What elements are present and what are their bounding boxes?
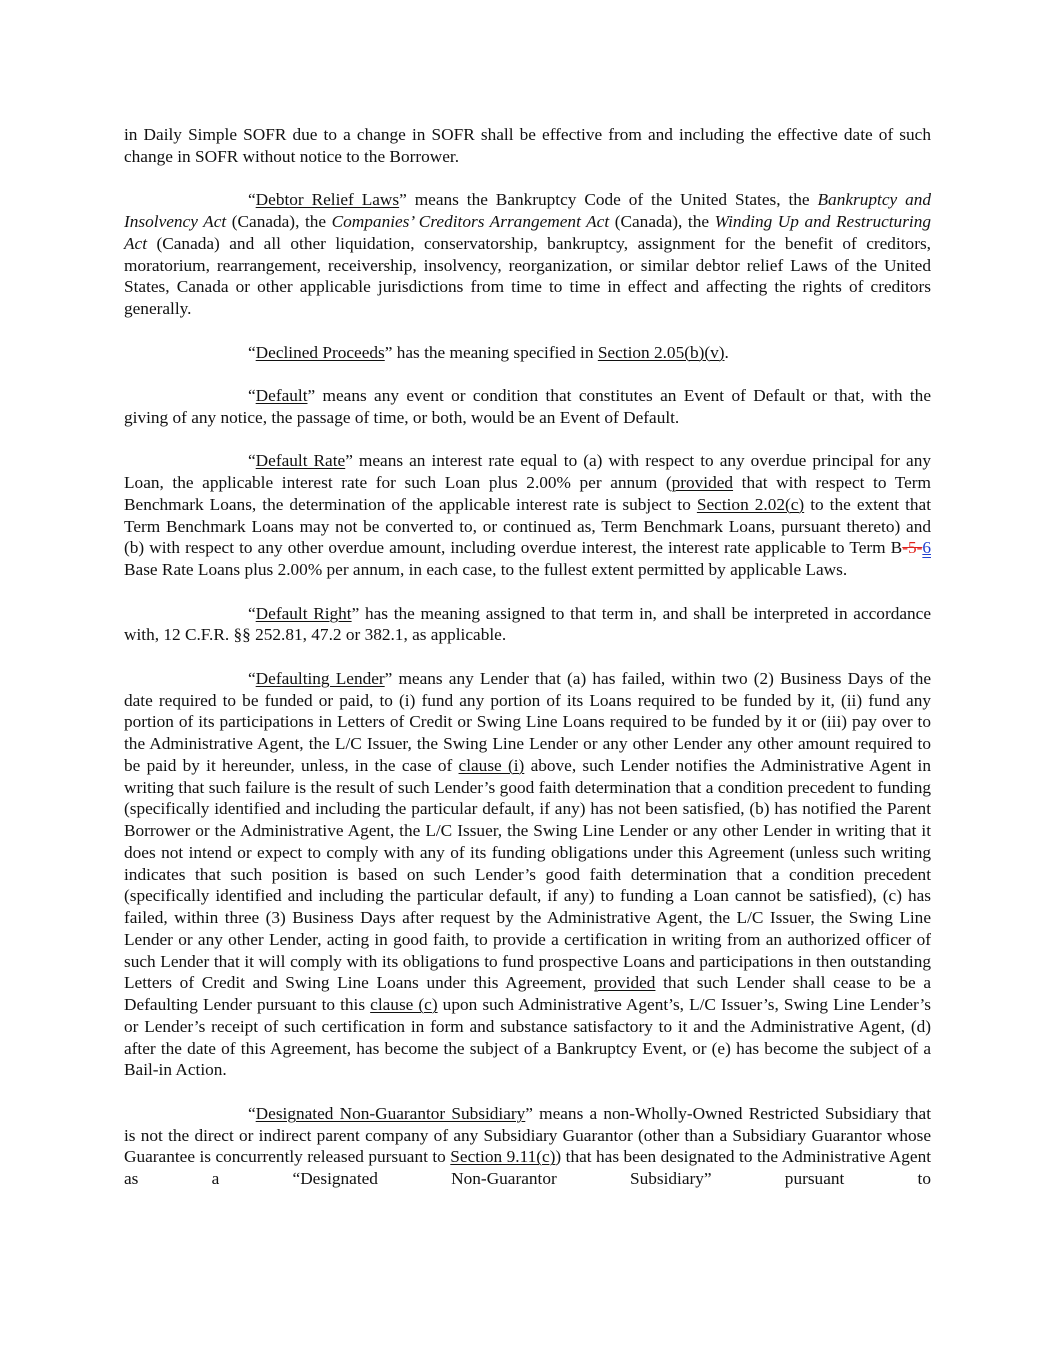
definition-designated-non-guarantor-subsidiary: “Designated Non-Guarantor Subsidiary” means a non-Wholly-Owned Restricted Subsidiary that is not the direct or indirect parent company of any Subsidiary Guarantor (other than a Subsidiary Guarantor whose Guarantee is concurrently released pursuant to Section 9.11(c)) that has been designated to the Administrative Agent as a “Designated Non-Guarantor Subsidiary” pursuant to: [124, 1103, 932, 1188]
definition-declined-proceeds: “Declined Proceeds” has the meaning specified in Section 2.05(b)(v).: [248, 342, 729, 362]
deleted-text: -5-: [902, 538, 923, 558]
paragraph-continuation: in Daily Simple SOFR due to a change in SOFR shall be effective from and including the effective date of such change in SOFR without notice to the Borrower.: [124, 125, 931, 166]
defined-term: Default Right: [255, 603, 352, 623]
defined-term: Declined Proceeds: [255, 342, 385, 362]
definition-default-right: “Default Right” has the meaning assigned to that term in, and shall be interpreted in accordance with, 12 C.F.R. §§ 252.81, 47.2 or 382.1, as applicable.: [124, 603, 931, 645]
defined-term: Default Rate: [255, 451, 346, 471]
defined-term: Designated Non-Guarantor Subsidiary: [255, 1103, 526, 1123]
provided-term: provided: [594, 973, 656, 993]
inserted-text: 6: [922, 538, 931, 558]
clause-reference: clause (c): [370, 995, 438, 1014]
section-reference: Section 9.11(c): [450, 1147, 556, 1167]
provided-term: provided: [671, 473, 734, 492]
definition-default-rate: “Default Rate” means an interest rate equal to (a) with respect to any overdue principal for any Loan, the applicable interest rate for such Loan plus 2.00% per annum (provided that with respect to Term Benchmark Loans, the determination of the applicable interest rate is subject to Section 2.02(c) to the extent that Term Benchmark Loans may not be converted to, or continued as, Term Benchmark Loans, pursuant thereto) and (b) with respect to any other overdue amount, including overdue interest, the interest rate applicable to Term B-5-6 Base Rate Loans plus 2.00% per annum, in each case, to the fullest extent permitted by applicable Laws.: [124, 451, 931, 579]
section-reference: Section 2.02(c): [696, 494, 805, 514]
act-title: Winding Up and Restructuring Act: [124, 212, 932, 253]
definition-debtor-relief-laws: “Debtor Relief Laws” means the Bankruptcy Code of the United States, the Bankruptcy and Insolvency Act (Canada), the Companies’ Creditors Arrangement Act (Canada), the Winding Up and Restructuring Act (Canada) and all other liquidation, conservatorship, bankruptcy, assignment for the benefit of creditors, moratorium, rearrangement, receivership, insolvency, reorganization, or similar debtor relief Laws of the United States, Canada or other applicable jurisdictions from time to time in effect and affecting the rights of creditors generally.: [124, 190, 932, 318]
defined-term: Defaulting Lender: [255, 668, 385, 688]
section-reference: Section 2.05(b)(v): [597, 342, 725, 362]
act-title: Companies’ Creditors Arrangement Act: [331, 212, 610, 231]
definition-defaulting-lender: “Defaulting Lender” means any Lender that (a) has failed, within two (2) Business Days of the date required to be funded or paid, to (i) fund any portion of its Loans required to be funded by it, (ii) fund any portion of its participations in Letters of Credit or Swing Line Loans required to be funded by it or (iii) pay over to the Administrative Agent, the L/C Issuer, the Swing Line Lender or any other Lender any other amount required to be paid by it hereunder, unless, in the case of clause (i) above, such Lender notifies the Administrative Agent in writing that such failure is the result of such Lender’s good faith determination that a condition precedent to funding (specifically identified and including the particular default, if any) has not been satisfied, (b) has notified the Parent Borrower or the Administrative Agent, the L/C Issuer, the Swing Line Lender or any other Lender in writing that it does not intend or expect to comply with any of its funding obligations under this Agreement (unless such writing indicates that such position is based on such Lender’s good faith determination that a condition precedent (specifically identified and including the particular default, if any) to funding a Loan cannot be satisfied), (c) has failed, within three (3) Business Days after request by the Administrative Agent, the L/C Issuer, the Swing Line Lender or any other Lender, acting in good faith, to provide a certification in writing from an authorized officer of such Lender that it will comply with its obligations to fund prospective Loans and participations in then outstanding Letters of Credit and Swing Line Loans under this Agreement, provided that such Lender shall cease to be a Defaulting Lender pursuant to this clause (c) upon such Administrative Agent’s, L/C Issuer’s, Swing Line Lender’s or Lender’s receipt of such certification in form and substance satisfactory to it and the Administrative Agent, (d) after the date of this Agreement, has become the subject of a Bankruptcy Event, or (e) has become the subject of a Bail-in Action.: [124, 668, 932, 1080]
clause-reference: clause (i): [458, 755, 525, 775]
defined-term: Debtor Relief Laws: [255, 190, 400, 210]
defined-term: Default: [255, 386, 308, 405]
document-page: [124, 124, 931, 1190]
definition-default: “Default” means any event or condition that constitutes an Event of Default or that, with the giving of any notice, the passage of time, or both, would be an Event of Default.: [124, 386, 931, 427]
act-title: Bankruptcy and Insolvency Act: [124, 190, 931, 231]
